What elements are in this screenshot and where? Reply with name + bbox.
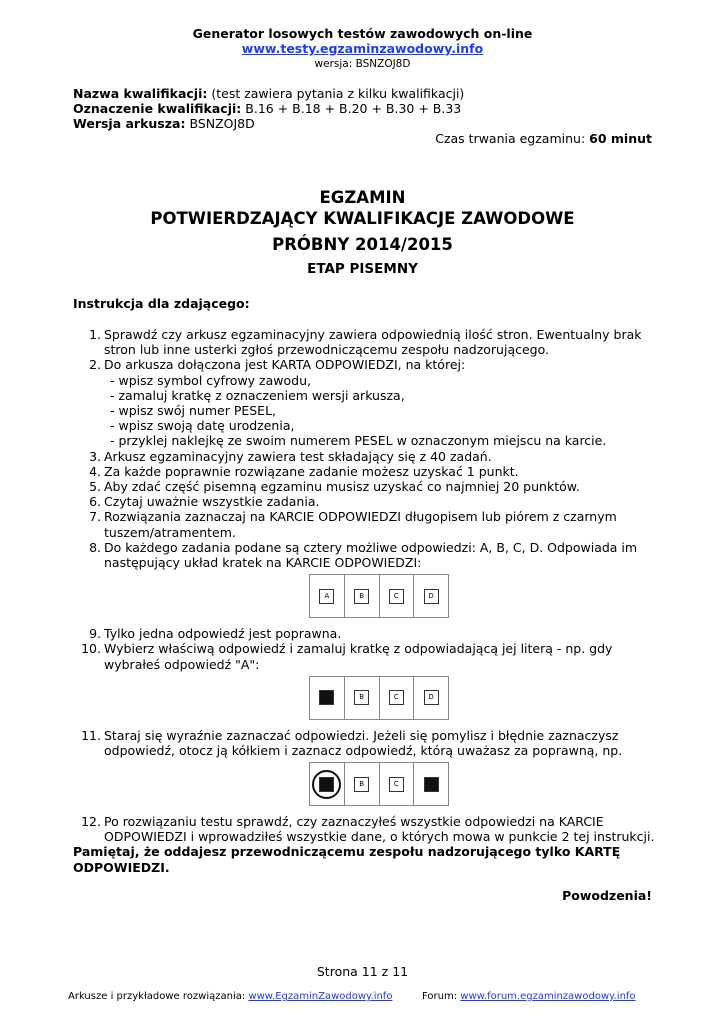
footer-right-link[interactable]: www.forum.egzaminzawodowy.info	[460, 991, 636, 1002]
item-number: 5.	[89, 479, 101, 495]
list-item	[73, 449, 663, 464]
footer-left-label: Arkusze i przykładowe rozwiązania:	[68, 991, 246, 1002]
item-text: Po rozwiązaniu testu sprawdź, czy zaznaczyłeś wszystkie odpowiedzi na KARCIE ODPOWIEDZI i wprowadziłeś wszystkie dane, o których mowa w punkcie 2 tej instrukcji.	[104, 814, 655, 845]
box-b: B	[354, 589, 369, 604]
exam-duration	[435, 131, 652, 146]
header-version: wersja: BSNZOJ8D	[314, 58, 411, 70]
qualification-name-value: (test zawiera pytania z kilku kwalifikacji)	[211, 86, 465, 101]
item-text: Do arkusza dołączona jest KARTA ODPOWIEDZI, na której:	[104, 357, 466, 373]
good-luck-text: Powodzenia!	[562, 888, 652, 903]
list-item	[73, 464, 663, 479]
list-item	[73, 728, 663, 758]
item-number: 4.	[89, 463, 101, 479]
qualification-name-label: Nazwa kwalifikacji:	[73, 86, 208, 101]
footer-left	[68, 991, 392, 1002]
list-item	[73, 327, 663, 357]
answer-cell	[345, 763, 380, 805]
sheet-version-value: BSNZOJ8D	[189, 116, 255, 131]
title-line-1: EGZAMIN	[319, 188, 406, 207]
qualification-code-label: Oznaczenie kwalifikacji:	[73, 101, 242, 116]
item-text: Wybierz właściwą odpowiedź i zamaluj kratkę z odpowiadającą jej literą - np. gdy wybrałeś odpowiedź "A":	[104, 641, 613, 672]
qualification-code	[73, 101, 461, 116]
header-title: Generator losowych testów zawodowych on-line	[192, 26, 533, 41]
item-number: 1.	[89, 327, 101, 342]
list-item	[73, 540, 663, 570]
item-text: Aby zdać część pisemną egzaminu musisz uzyskać co najmniej 20 punktów.	[104, 479, 580, 495]
answer-cell	[310, 575, 345, 617]
item-number: 9.	[89, 626, 101, 642]
item-number: 10.	[81, 641, 101, 657]
list-item	[73, 509, 663, 539]
box-c: C	[389, 690, 404, 705]
qualification-code-value: B.16 + B.18 + B.20 + B.30 + B.33	[245, 101, 462, 116]
box-a-filled: A	[319, 690, 334, 705]
box-a: A	[319, 589, 334, 604]
title-line-2: POTWIERDZAJĄCY KWALIFIKACJE ZAWODOWE	[150, 209, 575, 228]
box-d-filled: D	[424, 777, 439, 792]
answer-cell	[380, 763, 415, 805]
answer-cell	[310, 677, 345, 719]
footer-left-link[interactable]: www.EgzaminZawodowy.info	[248, 991, 393, 1002]
box-b: B	[354, 777, 369, 792]
instructions-heading: Instrukcja dla zdającego:	[73, 296, 250, 311]
box-c: C	[389, 777, 404, 792]
sub-item: - wpisz symbol cyfrowy zawodu,	[110, 372, 311, 388]
box-c: C	[389, 589, 404, 604]
answer-boxes-corrected	[309, 762, 449, 806]
item-text: Za każde poprawnie rozwiązane zadanie możesz uzyskać 1 punkt.	[104, 463, 519, 479]
title-line-3: PRÓBNY 2014/2015	[272, 235, 453, 254]
item-text: Arkusz egzaminacyjny zawiera test składający się z 40 zadań.	[104, 448, 492, 464]
answer-cell	[414, 575, 448, 617]
list-item	[73, 641, 663, 671]
sub-item: - zamaluj kratkę z oznaczeniem wersji arkusza,	[110, 387, 405, 403]
qualification-name	[73, 86, 464, 101]
item-text: Do każdego zadania podane są cztery możliwe odpowiedzi: A, B, C, D. Odpowiada im następujący układ kratek na KARCIE ODPOWIEDZI:	[104, 539, 638, 571]
item-number: 8.	[89, 539, 101, 555]
page-number: Strona 11 z 11	[316, 964, 409, 979]
item-number: 3.	[89, 448, 101, 464]
footer-right-label: Forum:	[422, 991, 458, 1002]
footer-right	[422, 991, 636, 1002]
sheet-version-label: Wersja arkusza:	[73, 116, 186, 131]
item-text: Rozwiązania zaznaczaj na KARCIE ODPOWIEDZI długopisem lub piórem z czarnym tuszem/atramentem.	[104, 509, 617, 540]
answer-cell	[414, 763, 448, 805]
answer-boxes-example	[309, 574, 449, 618]
answer-cell	[310, 763, 345, 805]
duration-label: Czas trwania egzaminu:	[435, 131, 586, 146]
title-line-4: ETAP PISEMNY	[307, 261, 418, 277]
answer-cell	[345, 677, 380, 719]
list-item	[73, 479, 663, 494]
reminder-text: Pamiętaj, że oddajesz przewodniczącemu zespołu nadzorującego tylko KARTĘ ODPOWIEDZI.	[73, 844, 621, 875]
item-text: Tylko jedna odpowiedź jest poprawna.	[104, 626, 342, 642]
item-text: Czytaj uważnie wszystkie zadania.	[104, 494, 320, 510]
answer-cell	[414, 677, 448, 719]
item-text: Staraj się wyraźnie zaznaczać odpowiedzi. Jeżeli się pomylisz i błędnie zaznaczysz odpowiedź, otocz ją kółkiem i zaznacz odpowiedź, którą uważasz za poprawną, np.	[104, 727, 623, 759]
answer-cell	[345, 575, 380, 617]
list-item	[73, 494, 663, 509]
box-b: B	[354, 690, 369, 705]
sub-item: - wpisz swoją datę urodzenia,	[110, 418, 295, 434]
item-text: Sprawdź czy arkusz egzaminacyjny zawiera odpowiednią ilość stron. Ewentualny brak stron lub inne usterki zgłoś przewodniczącemu zespołu nadzorującego.	[104, 327, 642, 358]
sheet-version	[73, 116, 255, 131]
item-number: 12.	[81, 814, 101, 830]
header-link[interactable]: www.testy.egzaminzawodowy.info	[241, 41, 484, 56]
list-item	[73, 626, 663, 641]
answer-cell	[380, 575, 415, 617]
item-number: 11.	[81, 727, 101, 743]
sub-item: - przyklej naklejkę ze swoim numerem PESEL w oznaczonym miejscu na karcie.	[110, 433, 607, 449]
box-d: D	[424, 690, 439, 705]
duration-value: 60 minut	[589, 131, 652, 146]
box-a-filled: A	[319, 777, 334, 792]
circle-mark-icon	[312, 770, 341, 799]
answer-boxes-marked-a	[309, 676, 449, 720]
item-number: 6.	[89, 494, 101, 510]
sub-item: - wpisz swój numer PESEL,	[110, 403, 277, 419]
answer-cell	[380, 677, 415, 719]
instructions-list	[73, 327, 663, 845]
item-number: 2.	[89, 357, 101, 373]
list-item	[73, 357, 663, 448]
list-item	[73, 814, 663, 844]
item-number: 7.	[89, 509, 101, 525]
box-d: D	[424, 589, 439, 604]
